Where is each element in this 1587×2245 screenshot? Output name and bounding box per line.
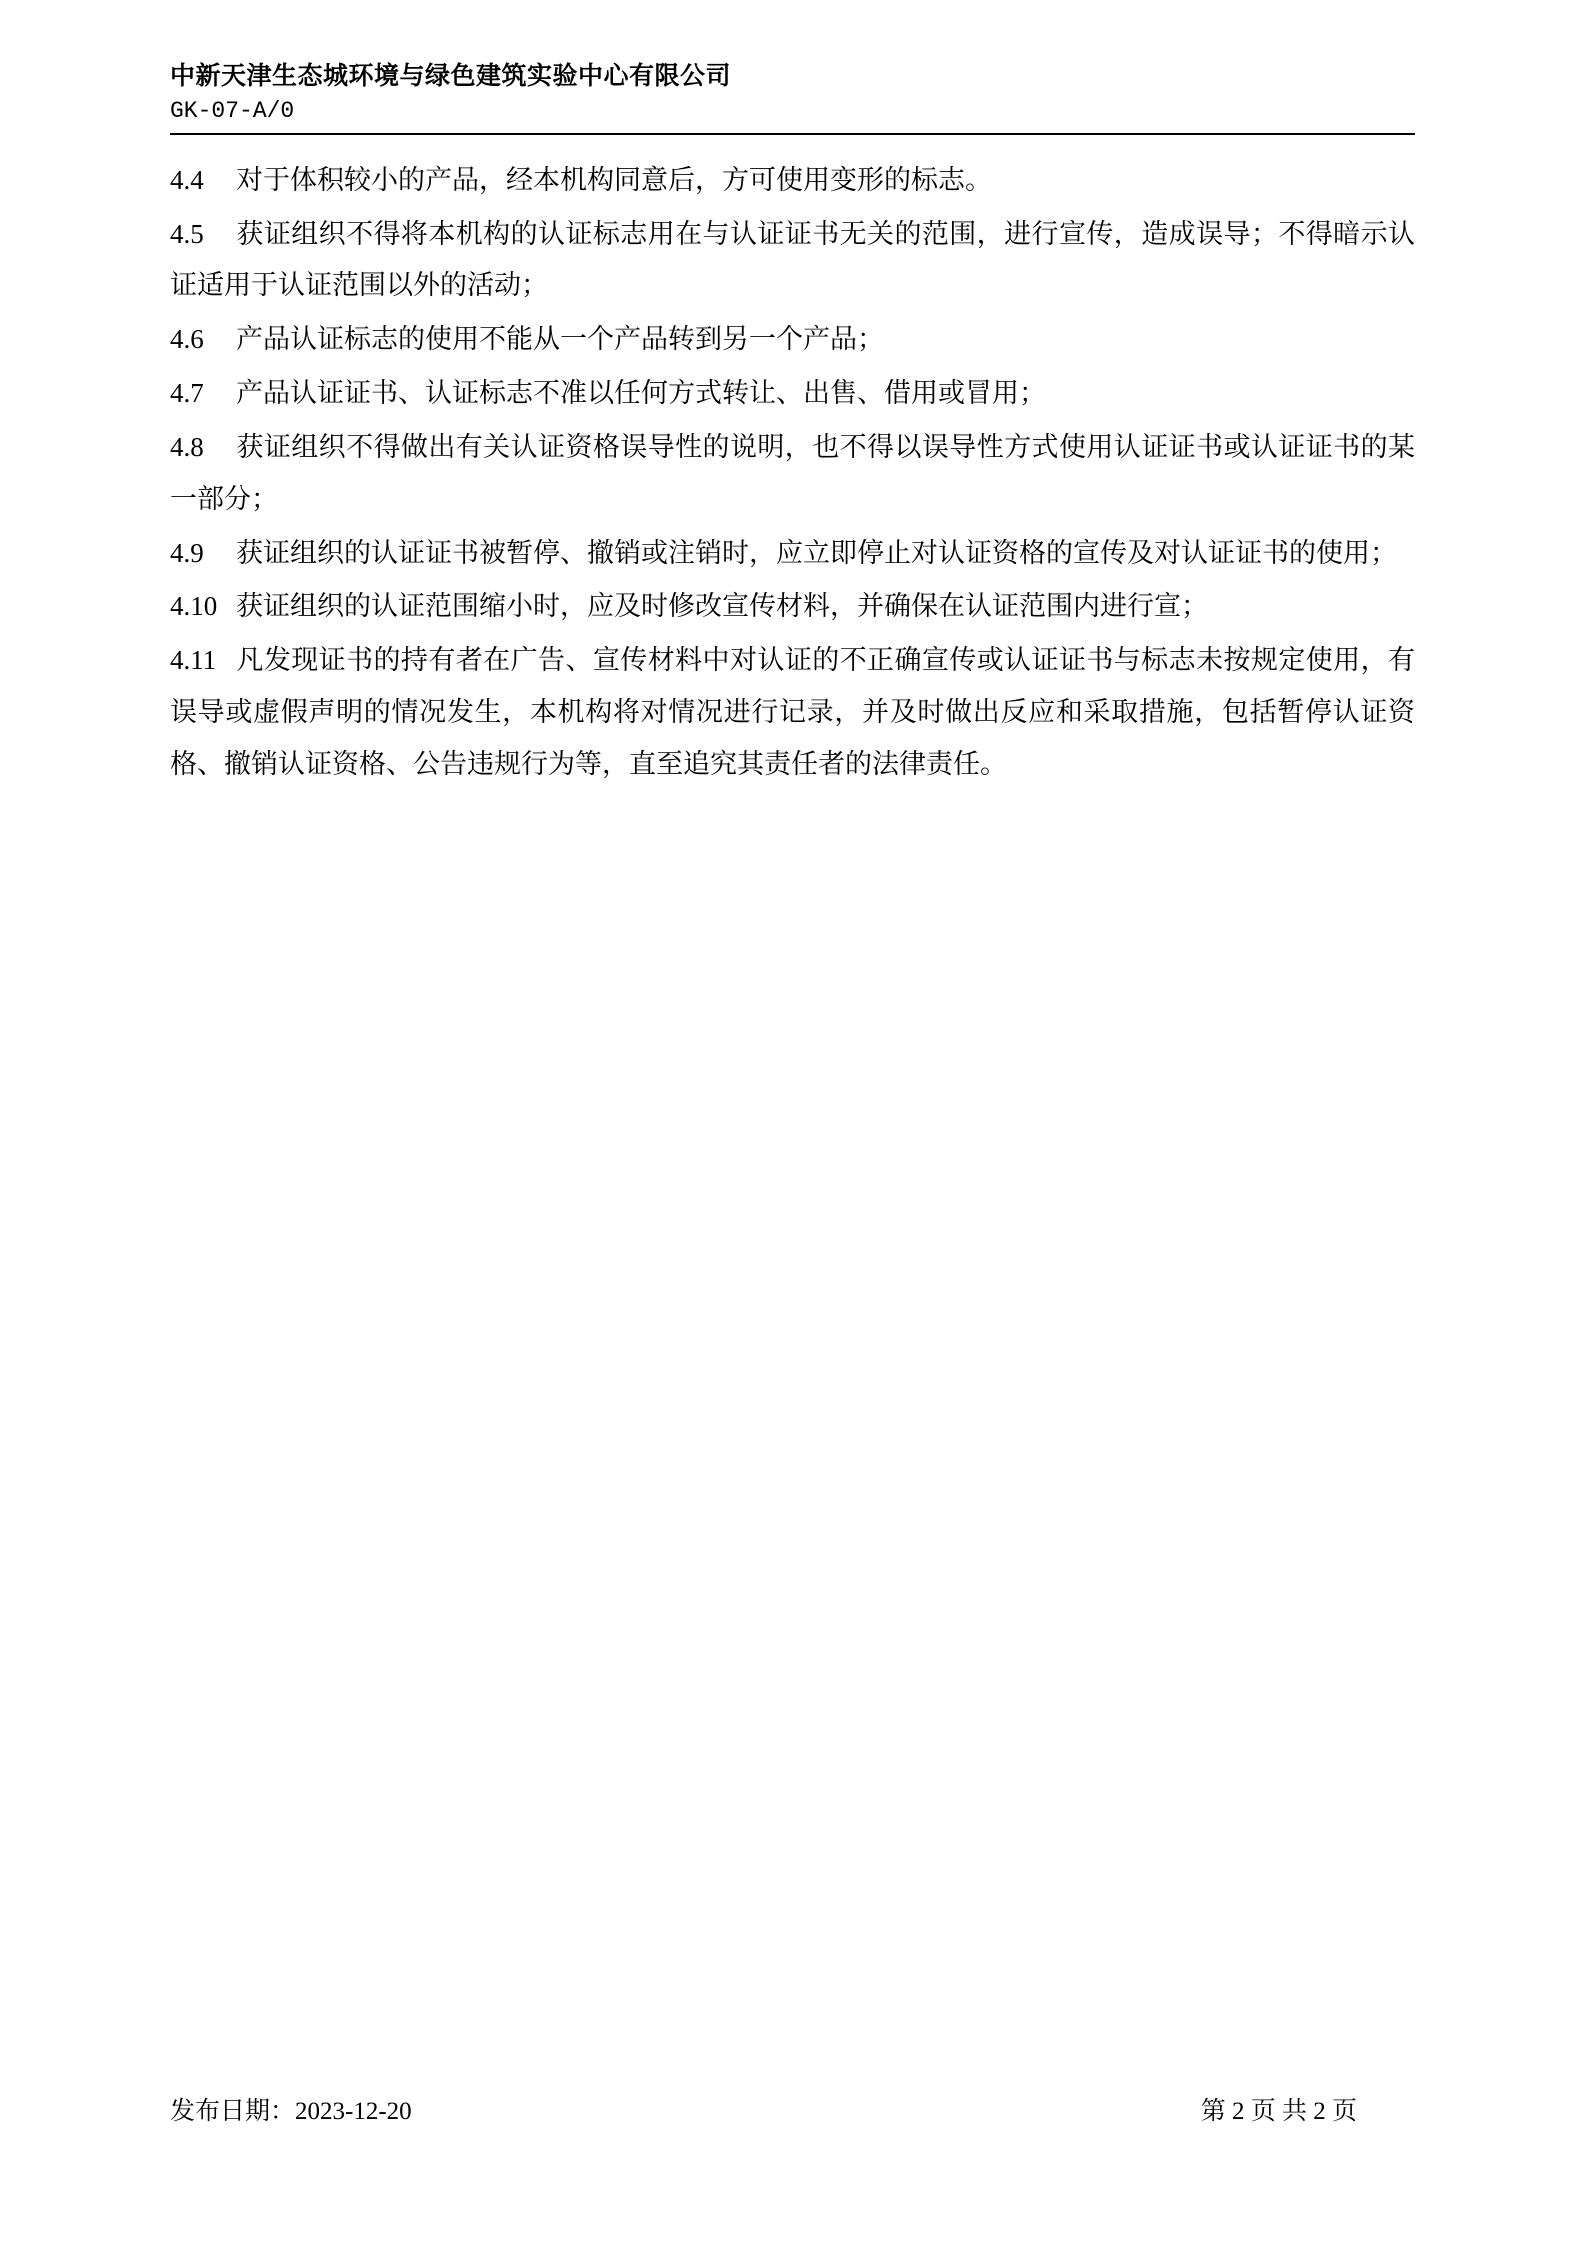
clause-number: 4.9 [170,537,204,568]
clause-number: 4.6 [170,324,204,355]
clause-number: 4.5 [170,218,204,249]
clause-text: 获证组织的认证范围缩小时，应及时修改宣传材料，并确保在认证范围内进行宣； [236,591,1208,622]
document-header [170,60,1415,135]
clause-text: 凡发现证书的持有者在广告、宣传材料中对认证的不正确宣传或认证证书与标志未按规定使用，有误导或虚假声明的情况发生，本机构将对情况进行记录，并及时做出反应和采取措施，包括暂停认证资格、撤销认证资格、公告违规行为等，直至追究其责任者的法律责任。 [170,645,1415,779]
clause-text: 获证组织的认证证书被暂停、撤销或注销时，应立即停止对认证资格的宣传及对认证证书的使用； [236,537,1397,568]
document-code: GK-07-A/0 [170,97,295,124]
clause-paragraph [170,368,1415,420]
clause-paragraph [170,209,1415,313]
page-number: 第 2 页 共 2 页 [1200,2098,1357,2125]
clause-number: 4.7 [170,378,204,409]
clause-number: 4.8 [170,431,204,462]
page-content [170,60,1415,793]
clause-text: 对于体积较小的产品，经本机构同意后，方可使用变形的标志。 [236,164,992,195]
clause-paragraph [170,422,1415,526]
clause-number: 4.4 [170,164,204,195]
company-name: 中新天津生态城环境与绿色建筑实验中心有限公司 [170,63,732,90]
document-body [170,155,1415,791]
page-footer [170,2091,1417,2127]
clause-paragraph [170,581,1415,633]
clause-text: 获证组织不得将本机构的认证标志用在与认证证书无关的范围，进行宣传，造成误导；不得暗示认证适用于认证范围以外的活动； [170,218,1415,301]
issue-date: 发布日期：2023-12-20 [170,2098,412,2125]
clause-paragraph [170,635,1415,790]
clause-number: 4.11 [170,645,217,676]
clause-paragraph [170,314,1415,366]
clause-text: 获证组织不得做出有关认证资格误导性的说明，也不得以误导性方式使用认证证书或认证证书的某一部分； [170,431,1415,514]
clause-paragraph [170,528,1415,580]
clause-paragraph [170,155,1415,207]
clause-text: 产品认证证书、认证标志不准以任何方式转让、出售、借用或冒用； [236,378,1046,409]
clause-number: 4.10 [170,591,218,622]
clause-text: 产品认证标志的使用不能从一个产品转到另一个产品； [236,324,884,355]
